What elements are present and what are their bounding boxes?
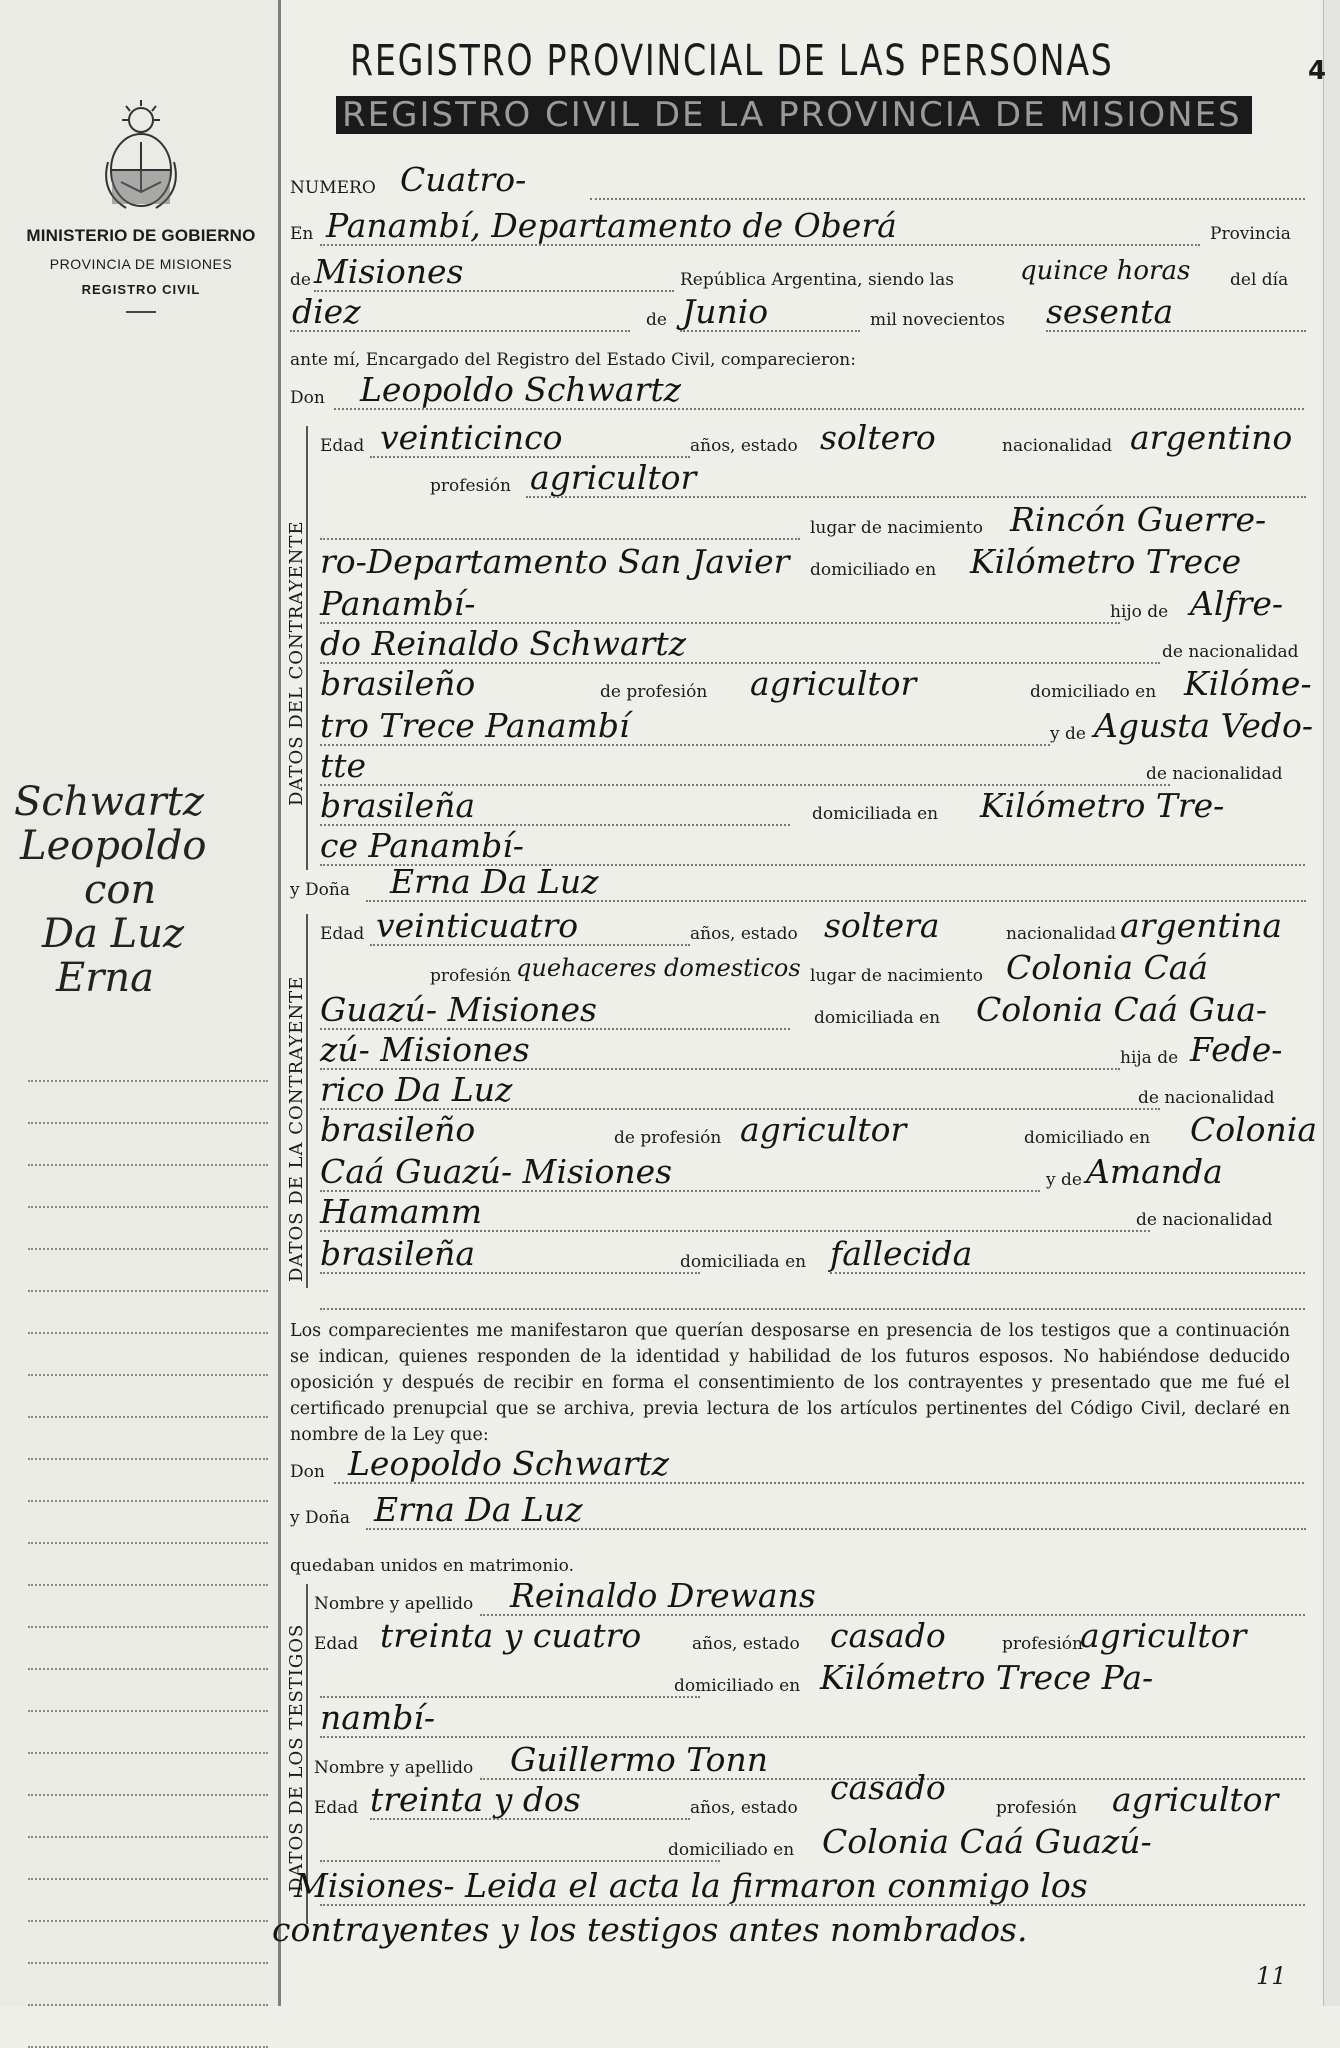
label-en: En [290,224,314,244]
witness2-row-dom2 [290,1866,1305,1910]
dotted-line [334,1482,1304,1484]
label-de-nacionalidad: de nacionalidad [1138,1088,1275,1108]
row-don [290,370,1305,414]
value-bride-padre-prof: agricultor [740,1110,907,1149]
label-de: de [290,270,311,290]
dotted-line [526,496,1306,498]
dotted-line [320,744,1050,746]
witness1-row-dom [290,1658,1305,1702]
margin-annotation [14,780,264,1000]
label-domiciliado: domiciliado en [674,1676,801,1696]
groom-row-lugar [290,500,1305,544]
value-groom-padre-prof: agricultor [750,664,917,703]
struck-subtitle-text: REGISTRO CIVIL DE LA PROVINCIA DE MISIONES [342,96,1242,134]
label-de: de [646,310,667,330]
value-witness1-dom-1: Kilómetro Trece Pa- [820,1658,1154,1697]
value-bride-name: Erna Da Luz [390,862,599,901]
value-groom-padre-2: do Reinaldo Schwartz [320,624,687,663]
value-groom-dom-1: Kilómetro Trece [970,542,1242,581]
label-domiciliado: domiciliado en [1024,1128,1151,1148]
value-groom-profesion: agricultor [530,458,697,497]
value-witness1-nombre: Reinaldo Drewans [510,1576,816,1615]
page-number: 11 [1256,1962,1287,1990]
value-bride-madre-dom: fallecida [830,1234,973,1273]
side-label-groom: DATOS DEL CONTRAYENTE [286,520,307,806]
ministry-line3: REGISTRO CIVIL [81,282,201,297]
value-bride-dom-2: zú- Misiones [320,1030,530,1069]
dotted-line [320,538,800,540]
value-groom-padre-dom-2: tro Trece Panambí [320,706,630,745]
label-profesion: profesión [996,1798,1077,1818]
bride-row-padre2 [290,1070,1305,1114]
dotted-line [320,244,1200,246]
row-en [290,206,1305,250]
dotted-line [290,330,630,332]
dotted-line [320,1736,1305,1738]
value-provincia: Misiones [314,252,464,291]
value-numero: Cuatro- [400,160,527,199]
dotted-line [370,944,690,946]
value-groom-padre-nac: brasileño [320,664,476,703]
left-margin [0,0,278,2006]
value-groom-madre-dom-2: ce Panambí- [320,826,524,865]
bride-row-madre2 [290,1192,1305,1236]
label-profesion: profesión [1002,1634,1083,1654]
value-witness1-edad: treinta y cuatro [380,1616,642,1655]
label-y-de: y de [1046,1170,1082,1190]
row-provincia [290,252,1305,296]
bride-row-dom2 [290,1030,1305,1074]
value-witness2-dom-2: Misiones- Leida el acta la firmaron conmigo los [294,1866,1088,1905]
value-bride-madre-1: Amanda [1086,1152,1223,1191]
value-bride-padre-2: rico Da Luz [320,1070,513,1109]
label-hija-de: hija de [1120,1048,1179,1068]
row-numero [290,160,1305,204]
label-edad: Edad [320,436,365,456]
side-label-witnesses: DATOS DE LOS TESTIGOS [286,1623,307,1892]
struck-subtitle [336,96,1252,134]
value-witness2-nombre: Guillermo Tonn [510,1740,769,1779]
value-groom-madre-nac: brasileña [320,786,476,825]
label-anos-estado: años, estado [690,924,798,944]
groom-row-profesion [290,458,1305,502]
value-dia: diez [292,292,361,331]
margin-ruled-lines [28,1040,268,2048]
label-de-nacionalidad: de nacionalidad [1162,642,1299,662]
label-del-dia: del día [1230,270,1289,290]
corner-mark: 4 [1308,56,1327,86]
label-profesion: profesión [430,476,511,496]
label-don: Don [290,388,325,408]
value-groom-lugar-1: Rincón Guerre- [1010,500,1267,539]
witness2-row-dom [290,1822,1305,1866]
value-bride-padre-1: Fede- [1190,1030,1283,1069]
dotted-line [370,1818,690,1820]
label-de-profesion: de profesión [600,682,708,702]
witness2-row-nombre [290,1740,1305,1784]
bride-row-padre-nac [290,1110,1318,1154]
groom-row-padre2 [290,624,1305,668]
margin-separator [278,0,281,2006]
ministry-line1: MINISTERIO DE GOBIERNO [26,226,256,245]
label-nacionalidad: nacionalidad [1002,436,1113,456]
value-hora: quince horas [1020,256,1191,286]
groom-row-padre-nac [290,664,1312,708]
value-groom-madre-dom-1: Kilómetro Tre- [980,786,1225,825]
value-bride-padre-dom-2: Caá Guazú- Misiones [320,1152,673,1191]
value-groom-name: Leopoldo Schwartz [360,370,682,409]
label-y-de: y de [1050,724,1086,744]
dotted-line [320,1904,1305,1906]
page-edge [1323,0,1340,2006]
dotted-line [334,408,1304,410]
label-nombre-apellido: Nombre y apellido [314,1594,474,1614]
label-hijo-de: hijo de [1110,602,1169,622]
value-groom-madre-1: Agusta Vedo- [1094,706,1314,745]
value-witness2-estado: casado [830,1768,946,1807]
bride-row-padre-dom2 [290,1152,1305,1196]
label-y-dona: y Doña [290,1508,350,1528]
value-bride-estado: soltera [824,906,940,945]
witness1-row-nombre [290,1576,1305,1620]
label-domiciliado: domiciliado en [668,1840,795,1860]
value-groom-lugar-2: ro-Departamento San Javier [320,542,790,581]
label-domiciliada: domiciliada en [812,804,939,824]
value-bride-dom-1: Colonia Caá Gua- [976,990,1268,1029]
margin-note-line: con [84,867,157,913]
bride-row-end [290,1274,1305,1314]
dotted-line [320,1860,720,1862]
label-de-profesion: de profesión [614,1128,722,1148]
label-lugar-nac: lugar de nacimiento [810,518,983,538]
value-groom-nacionalidad: argentino [1130,418,1293,457]
value-bride-nacionalidad: argentina [1120,906,1283,945]
value-union-dona: Erna Da Luz [374,1490,583,1529]
value-union-don: Leopoldo Schwartz [348,1444,670,1483]
groom-row-padre-dom2 [290,706,1314,750]
label-don: Don [290,1462,325,1482]
value-witness2-edad: treinta y dos [370,1780,581,1819]
bride-row-edad [290,906,1305,950]
label-anos-estado: años, estado [690,1798,798,1818]
label-numero: NUMERO [290,178,376,198]
label-republica: República Argentina, siendo las [680,270,954,290]
side-label-bride: DATOS DE LA CONTRAYENTE [286,975,307,1282]
label-provincia: Provincia [1210,224,1291,244]
value-lugar: Panambí, Departamento de Oberá [326,206,897,245]
value-witness2-dom-1: Colonia Caá Guazú- [822,1822,1152,1861]
label-lugar-nac: lugar de nacimiento [810,966,983,986]
bride-row-lugar2 [290,990,1305,1034]
value-groom-estado: soltero [820,418,936,457]
witness1-row-edad [290,1616,1305,1660]
value-witness1-profesion: agricultor [1080,1616,1247,1655]
value-bride-padre-dom-1: Colonia [1190,1110,1318,1149]
dotted-line [314,290,674,292]
dotted-line [320,1308,1305,1310]
value-bride-lugar-2: Guazú- Misiones [320,990,597,1029]
label-de-nacionalidad: de nacionalidad [1146,764,1283,784]
witness1-row-dom2 [290,1698,1305,1742]
value-bride-padre-nac: brasileño [320,1110,476,1149]
ministry-header [10,226,272,313]
label-de-nacionalidad: de nacionalidad [1136,1210,1273,1230]
value-groom-padre-dom-1: Kilóme- [1184,664,1312,703]
row-union-dona [290,1490,1305,1534]
label-mil: mil novecientos [870,310,1006,330]
label-anos-estado: años, estado [692,1634,800,1654]
page-title: REGISTRO PROVINCIAL DE LAS PERSONAS [350,36,1114,86]
dotted-line [366,900,1306,902]
row-fecha [290,292,1305,336]
label-domiciliada: domiciliada en [680,1252,807,1272]
label-edad: Edad [320,924,365,944]
value-mes: Junio [682,292,769,331]
value-witness1-dom-2: nambí- [320,1698,436,1737]
value-bride-profesion: quehaceres domesticos [516,954,801,982]
groom-row-madre2 [290,746,1305,790]
margin-note-line: Da Luz [42,911,185,957]
margin-note-line: Schwartz [14,779,204,825]
groom-row-madre-nac [290,786,1305,830]
coat-of-arms-icon [96,92,186,224]
label-nacionalidad: nacionalidad [1006,924,1117,944]
value-witness2-dom-3: contrayentes y los testigos antes nombrados. [272,1910,1028,1949]
dotted-line [1046,330,1306,332]
label-edad: Edad [314,1798,359,1818]
value-witness2-profesion: agricultor [1112,1780,1279,1819]
bride-row-madre-nac [290,1234,1305,1278]
label-domiciliado: domiciliado en [1030,682,1157,702]
label-y-dona: y Doña [290,880,350,900]
value-groom-madre-2: tte [320,746,367,785]
label-ante: ante mí, Encargado del Registro del Estado Civil, comparecieron: [290,350,856,370]
margin-note-line: Leopoldo [20,823,207,869]
value-bride-madre-nac: brasileña [320,1234,476,1273]
label-quedaban: quedaban unidos en matrimonio. [290,1556,575,1576]
groom-row-edad [290,418,1305,462]
divider [126,311,156,313]
groom-row-dom2 [290,584,1305,628]
ministry-line2: PROVINCIA DE MISIONES [49,256,233,272]
label-edad: Edad [314,1634,359,1654]
value-bride-edad: veinticuatro [376,906,579,945]
dotted-line [366,1528,1306,1530]
label-anos-estado: años, estado [690,436,798,456]
value-witness1-estado: casado [830,1616,946,1655]
bride-row-profesion [290,948,1305,992]
row-union-don [290,1444,1305,1488]
value-groom-dom-2: Panambí- [320,584,476,623]
row-dona [290,862,1305,906]
label-domiciliada: domiciliada en [814,1008,941,1028]
value-bride-lugar-1: Colonia Caá [1006,948,1209,987]
margin-note-line: Erna [56,955,154,1001]
value-bride-madre-2: Hamamm [320,1192,483,1231]
label-profesion: profesión [430,966,511,986]
value-groom-padre-1: Alfre- [1190,584,1284,623]
dotted-line [680,330,860,332]
groom-row-lugar2 [290,542,1305,586]
dotted-line [590,198,1305,200]
value-anio: sesenta [1046,292,1174,331]
label-domiciliado: domiciliado en [810,560,937,580]
label-nombre-apellido: Nombre y apellido [314,1758,474,1778]
dotted-line [320,1230,1150,1232]
value-groom-edad: veinticinco [380,418,563,457]
declaration-paragraph: Los comparecientes me manifestaron que querían desposarse en presencia de los testigos que a continuación se indican, quienes responden de la identidad y habilidad de los futuros esposos. No habiéndose deducido oposición y después de recibir en forma el consentimiento de los contrayentes y presentado que me fué el certificado prenupcial que se archiva, previa lectura de los artículos pertinentes del Código Civil, declaré en nombre de la Ley que: [290,1321,1290,1445]
witness2-row-dom3 [272,1910,1287,1954]
